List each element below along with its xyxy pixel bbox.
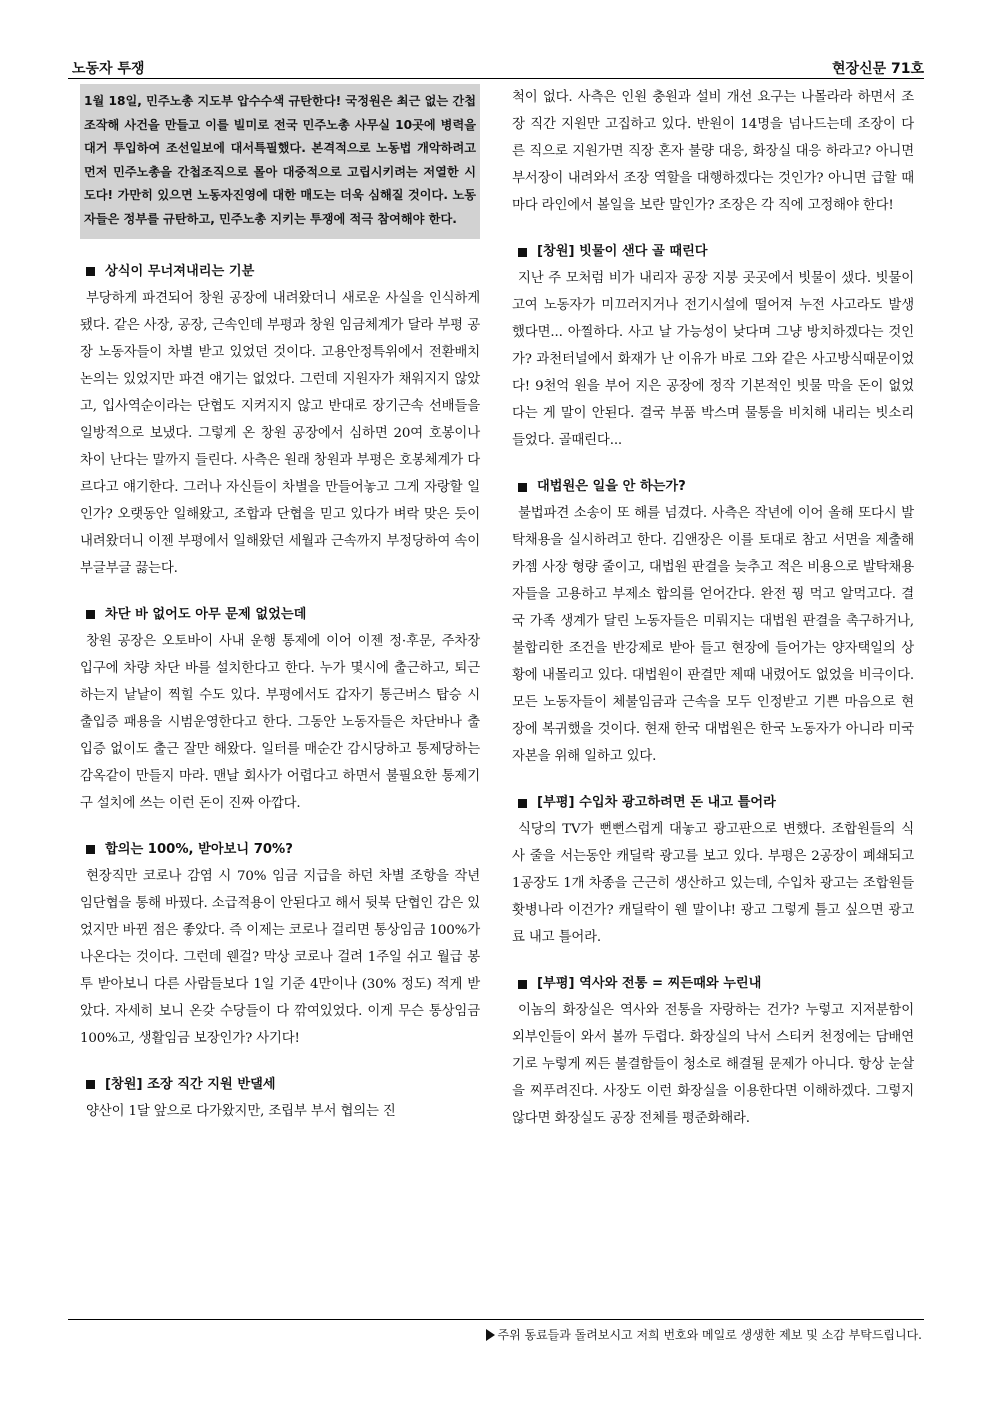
article-body: 식당의 TV가 뻔뻔스럽게 대놓고 광고판으로 변했다. 조합원들의 식사 줄을 서는동안 캐딜락 광고를 보고 있다. 부평은 2공장이 폐쇄되고 1공장도 1개 차종을 근근히 생산하고 있는데, 수입차 광고는 조합원들 홧병나라 이건가? 캐딜락이 웬 말이냐! 광고 그렇게 틀고 싶으면 광고료 내고 틀어라. <box>512 822 914 945</box>
right-column <box>512 84 914 1132</box>
article-title-row <box>80 1074 480 1096</box>
article-title: 합의는 100%, 받아보니 70%? <box>105 841 293 857</box>
article <box>512 241 914 454</box>
article <box>80 839 480 1052</box>
article <box>512 973 914 1132</box>
article-title-row <box>512 792 914 814</box>
article <box>80 604 480 817</box>
square-bullet-icon <box>518 799 527 808</box>
article-title-row <box>80 261 480 283</box>
article-body: 불법파견 소송이 또 해를 넘겼다. 사측은 작년에 이어 올해 또다시 발탁채용을 실시하려고 한다. 김앤장은 이를 토대로 참고 서면을 제출해 카젬 사장 형량 줄이고, 대법원 판결을 늦추고 적은 비용으로 발탁채용자들을 고용하고 부제소 합의를 얻어간다. 완전 꿩 먹고 알먹고다. 결국 가족 생계가 달린 노동자들은 미뤄지는 대법원 판결을 촉구하거나, 불합리한 조건을 반강제로 받아 들고 현장에 들어가는 양자택일의 상황에 내몰리고 있다. 대법원이 판결만 제때 내렸어도 없었을 비극이다. 모든 노동자들이 체불임금과 근속을 모두 인정받고 기쁜 마음으로 현장에 복귀했을 것이다. 현재 한국 대법원은 한국 노동자가 아니라 미국 자본을 위해 일하고 있다. <box>512 506 914 764</box>
article-title-row <box>512 973 914 995</box>
square-bullet-icon <box>86 1080 95 1089</box>
lead-notice-box: 1월 18일, 민주노총 지도부 압수수색 규탄한다! 국정원은 최근 없는 간첩 조작해 사건을 만들고 이를 빌미로 전국 민주노총 사무실 10곳에 병력을 대거 투입하여 조선일보에 대서특필했다. 본격적으로 노동법 개악하려고 먼저 민주노총을 간첩조직으로 몰아 대중적으로 고립시키려는 저열한 시도다! 가만히 있으면 노동자진영에 대한 매도는 더욱 심해질 것이다. 노동자들은 정부를 규탄하고, 민주노총 지키는 투쟁에 적극 참여해야 한다. <box>80 84 480 239</box>
article-body: 부당하게 파견되어 창원 공장에 내려왔더니 새로운 사실을 인식하게 됐다. 같은 사장, 공장, 근속인데 부평과 창원 임금체계가 달라 부평 공장 노동자들이 차별 받고 있었던 것이다. 고용안정특위에서 전환배치 논의는 있었지만 파견 얘기는 없었다. 그런데 지원자가 채워지지 않았고, 입사역순이라는 단협도 지켜지지 않고 반대로 장기근속 선배들을 일방적으로 보냈다. 그렇게 온 창원 공장에서 심하면 20여 호봉이나 차이 난다는 말까지 들린다. 사측은 원래 창원과 부평은 호봉체계가 다르다고 얘기한다. 그러나 자신들이 차별을 만들어놓고 그게 자랑할 일인가? 오랫동안 일해왔고, 조합과 단협을 믿고 있다가 벼락 맞은 듯이 내려왔더니 이젠 부평에서 일해왔던 세월과 근속까지 부정당하여 속이 부글부글 끓는다. <box>80 290 480 576</box>
square-bullet-icon <box>518 248 527 257</box>
article <box>80 261 480 582</box>
article <box>512 792 914 951</box>
article <box>80 1074 480 1125</box>
square-bullet-icon <box>86 845 95 854</box>
article-title: 상식이 무너져내리는 기분 <box>105 263 255 279</box>
article-body: 이놈의 화장실은 역사와 전통을 자랑하는 건가? 누렇고 지저분함이 외부인들이 와서 볼까 두렵다. 화장실의 낙서 스티커 천정에는 담배연기로 누렇게 찌든 불결함들이 청소로 해결될 문제가 아니다. 항상 눈살을 찌푸려진다. 사장도 이런 화장실을 이용한다면 이해하겠다. 그렇지 않다면 화장실도 공장 전체를 평준화해라. <box>512 1003 914 1126</box>
issue-number: 현장신문 71호 <box>832 61 924 77</box>
square-bullet-icon <box>86 267 95 276</box>
article-title: [부평] 수입차 광고하려면 돈 내고 틀어라 <box>537 795 776 810</box>
article-title-row <box>80 604 480 626</box>
article-title: [창원] 조장 직간 지원 반댈세 <box>105 1076 276 1092</box>
article <box>512 476 914 770</box>
article-body: 현장직만 코로나 감염 시 70% 임금 지급을 하던 차별 조항을 작년 임단협을 통해 바꿨다. 소급적용이 안된다고 해서 뒷북 단협인 감은 있었지만 바뀐 점은 좋았다. 즉 이제는 코로나 걸리면 통상임금 100%가 나온다는 것이다. 그런데 웬걸? 막상 코로나 걸려 1주일 쉬고 월급 봉투 받아보니 다른 사람들보다 1일 기준 4만이나 (30% 정도) 적게 받았다. 자세히 보니 온갖 수당들이 다 깎여있었다. 이게 무슨 통상임금 100%고, 생활임금 보장인가? 사기다! <box>80 868 480 1046</box>
square-bullet-icon <box>518 483 527 492</box>
article-title: 차단 바 없어도 아무 문제 없었는데 <box>105 606 307 622</box>
article-body: 창원 공장은 오토바이 사내 운행 통제에 이어 이젠 정·후문, 주차장 입구에 차량 차단 바를 설치한다고 한다. 누가 몇시에 출근하고, 퇴근하는지 낱낱이 찍힐 수도 있다. 부평에서도 갑자기 통근버스 탑승 시 출입증 패용을 시범운영한다고 한다. 그동안 노동자들은 차단바나 출입증 없이도 출근 잘만 해왔다. 일터를 매순간 감시당하고 통제당하는 감옥같이 만들지 마라. 맨날 회사가 어렵다고 하면서 불필요한 통제기구 설치에 쓰는 이런 돈이 진짜 아깝다. <box>80 633 480 811</box>
article-body: 지난 주 모처럼 비가 내리자 공장 지붕 곳곳에서 빗물이 샜다. 빗물이 고여 노동자가 미끄러지거나 전기시설에 떨어져 누전 사고라도 발생 했다면... 아찔하다. 사고 날 가능성이 낮다며 그냥 방치하겠다는 것인가? 과천터널에서 화재가 난 이유가 바로 그와 같은 사고방식때문이었다! 9천억 원을 부어 지은 공장에 정작 기본적인 빗물 막을 돈이 없었다는 게 말이 안된다. 결국 부품 박스며 물통을 비치해 내리는 빗소리 들었다. 골때린다... <box>512 271 914 448</box>
footer-text: 주위 동료들과 돌려보시고 저희 번호와 메일로 생생한 제보 및 소감 부탁드립니다. <box>497 1328 922 1342</box>
header-divider <box>68 78 924 79</box>
footer-divider <box>68 1319 924 1320</box>
article-continuation: 척이 없다. 사측은 인원 충원과 설비 개선 요구는 나몰라라 하면서 조장 직간 지원만 고집하고 있다. 반원이 14명을 넘나드는데 조장이 다른 직으로 지원가면 직장 혼자 불량 대응, 화장실 대응 하라고? 아니면 부서장이 내려와서 조장 역할을 대행하겠다는 것인가? 아니면 급할 때마다 라인에서 볼일을 보란 말인가? 조장은 각 직에 고정해야 한다! <box>512 90 914 213</box>
article-title-row <box>80 839 480 861</box>
article-title-row <box>512 241 914 263</box>
article-title: [부평] 역사와 전통 = 찌든때와 누린내 <box>537 976 762 991</box>
square-bullet-icon <box>86 610 95 619</box>
article-title: 대법원은 일을 안 하는가? <box>537 479 686 494</box>
article-body: 양산이 1달 앞으로 다가왔지만, 조립부 부서 협의는 진 <box>86 1103 396 1119</box>
square-bullet-icon <box>518 980 527 989</box>
left-column <box>80 84 480 1125</box>
newsletter-section-label: 노동자 투쟁 <box>72 61 145 77</box>
article-title: [창원] 빗물이 샌다 골 때린다 <box>537 244 708 259</box>
article-title-row <box>512 476 914 498</box>
footer-note <box>486 1326 923 1343</box>
triangle-pointer-icon <box>486 1329 495 1341</box>
